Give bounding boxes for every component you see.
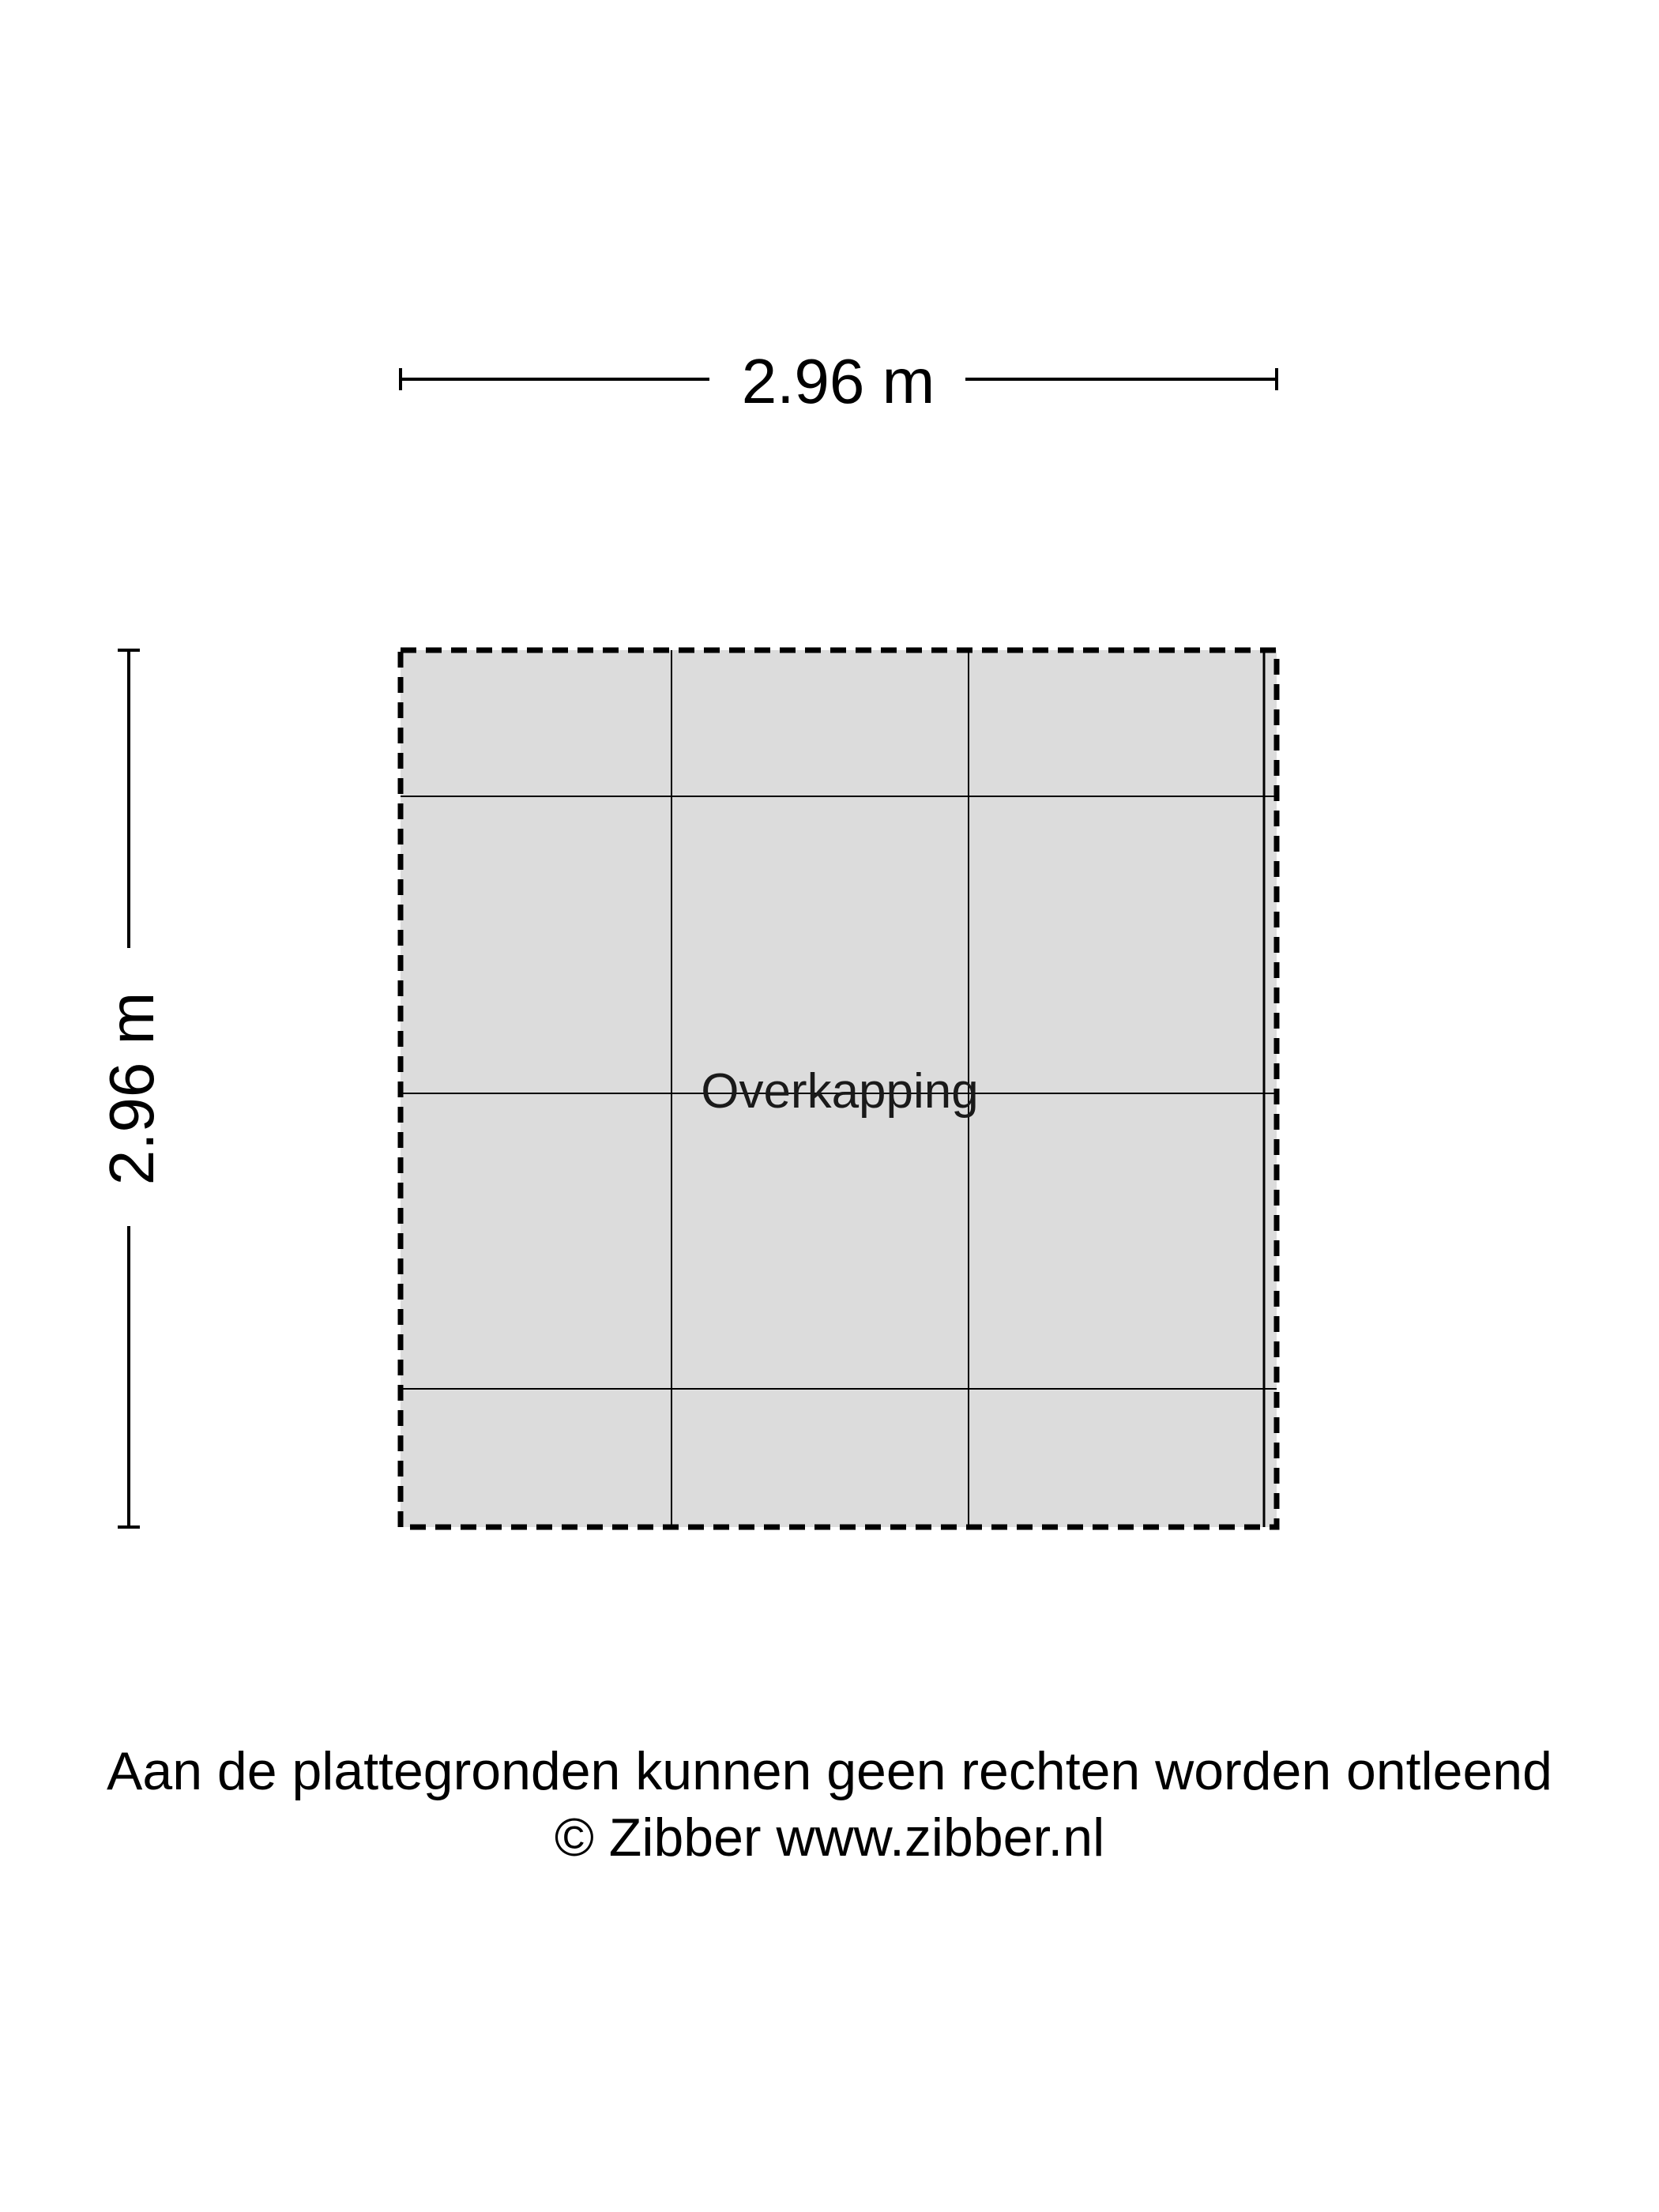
height-dimension-label: 2.96 m (96, 991, 167, 1186)
width-dimension (401, 346, 1277, 416)
copyright-text: © Zibber www.zibber.nl (554, 1808, 1105, 1868)
height-dimension (96, 650, 167, 1527)
room-overkapping (401, 650, 1277, 1527)
room-label: Overkapping (701, 1064, 979, 1119)
width-dimension-label: 2.96 m (741, 346, 935, 416)
disclaimer-text: Aan de plattegronden kunnen geen rechten worden ontleend (107, 1741, 1552, 1801)
